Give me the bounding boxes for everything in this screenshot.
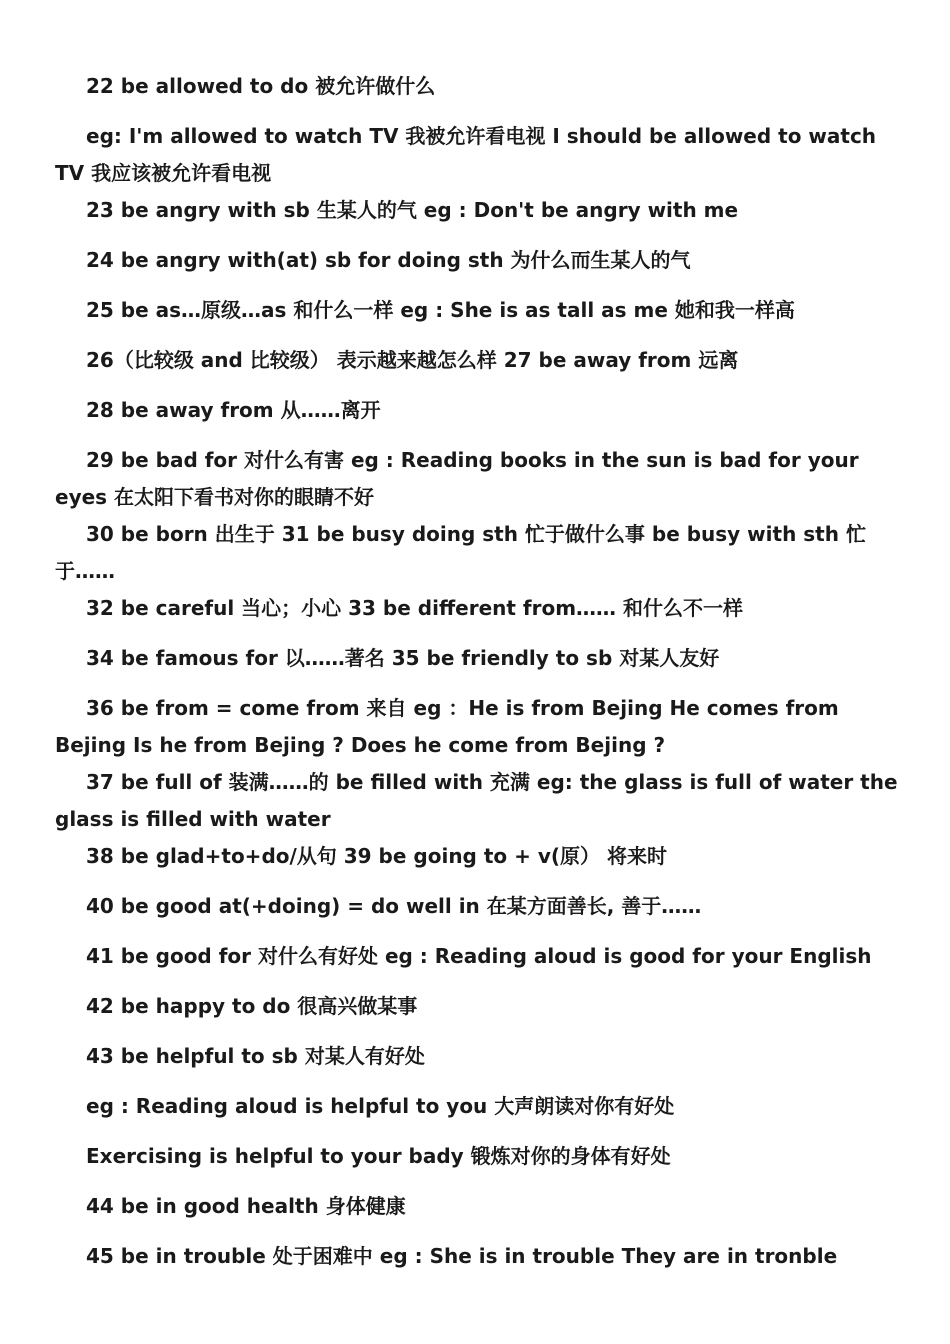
entry-22: 22 be allowed to do 被允许做什么 <box>86 74 436 98</box>
entry-42: 42 be happy to do 很高兴做某事 <box>86 994 418 1018</box>
entry-43-example-2: Exercising is helpful to your bady 锻炼对你的身体有好处 <box>86 1144 671 1168</box>
entry-41: 41 be good for 对什么有好处 eg : Reading aloud is good for your English <box>86 944 872 968</box>
entry-32-33: 32 be careful 当心；小心 33 be different from…… 和什么不一样 <box>86 596 744 620</box>
entry-26-27: 26（比较级 and 比较级） 表示越来越怎么样 27 be away from 远离 <box>86 348 739 372</box>
entry-43: 43 be helpful to sb 对某人有好处 <box>86 1044 425 1068</box>
entry-38-39: 38 be glad+to+do/从句 39 be going to + v(原） 将来时 <box>86 844 667 868</box>
entry-23: 23 be angry with sb 生某人的气 eg : Don't be angry with me <box>86 198 739 222</box>
entry-36: 36 be from = come from 来自 eg ：He is from Bejing He comes from Bejing Is he from Bejing ? Does he come from Bejing ? <box>55 696 839 757</box>
entry-22-example: eg: I'm allowed to watch TV 我被允许看电视 I should be allowed to watch TV 我应该被允许看电视 <box>55 124 877 185</box>
document-page <box>55 68 905 1288</box>
entry-28: 28 be away from 从……离开 <box>86 398 381 422</box>
entry-37: 37 be full of 装满……的 be filled with 充满 eg: the glass is full of water the glass is filled with water <box>55 770 898 831</box>
entry-25: 25 be as…原级…as 和什么一样 eg : She is as tall as me 她和我一样高 <box>86 298 795 322</box>
entry-24: 24 be angry with(at) sb for doing sth 为什么而生某人的气 <box>86 248 691 272</box>
entry-40: 40 be good at(+doing) = do well in 在某方面善长, 善于…… <box>86 894 702 918</box>
entry-30-31: 30 be born 出生于 31 be busy doing sth 忙于做什么事 be busy with sth 忙于…… <box>55 522 866 583</box>
entry-45: 45 be in trouble 处于困难中 eg : She is in trouble They are in tronble <box>86 1244 838 1268</box>
entry-34-35: 34 be famous for 以……著名 35 be friendly to sb 对某人友好 <box>86 646 720 670</box>
entry-44: 44 be in good health 身体健康 <box>86 1194 406 1218</box>
entry-29: 29 be bad for 对什么有害 eg : Reading books in the sun is bad for your eyes 在太阳下看书对你的眼睛不好 <box>55 448 859 509</box>
entry-43-example-1: eg : Reading aloud is helpful to you 大声朗读对你有好处 <box>86 1094 675 1118</box>
